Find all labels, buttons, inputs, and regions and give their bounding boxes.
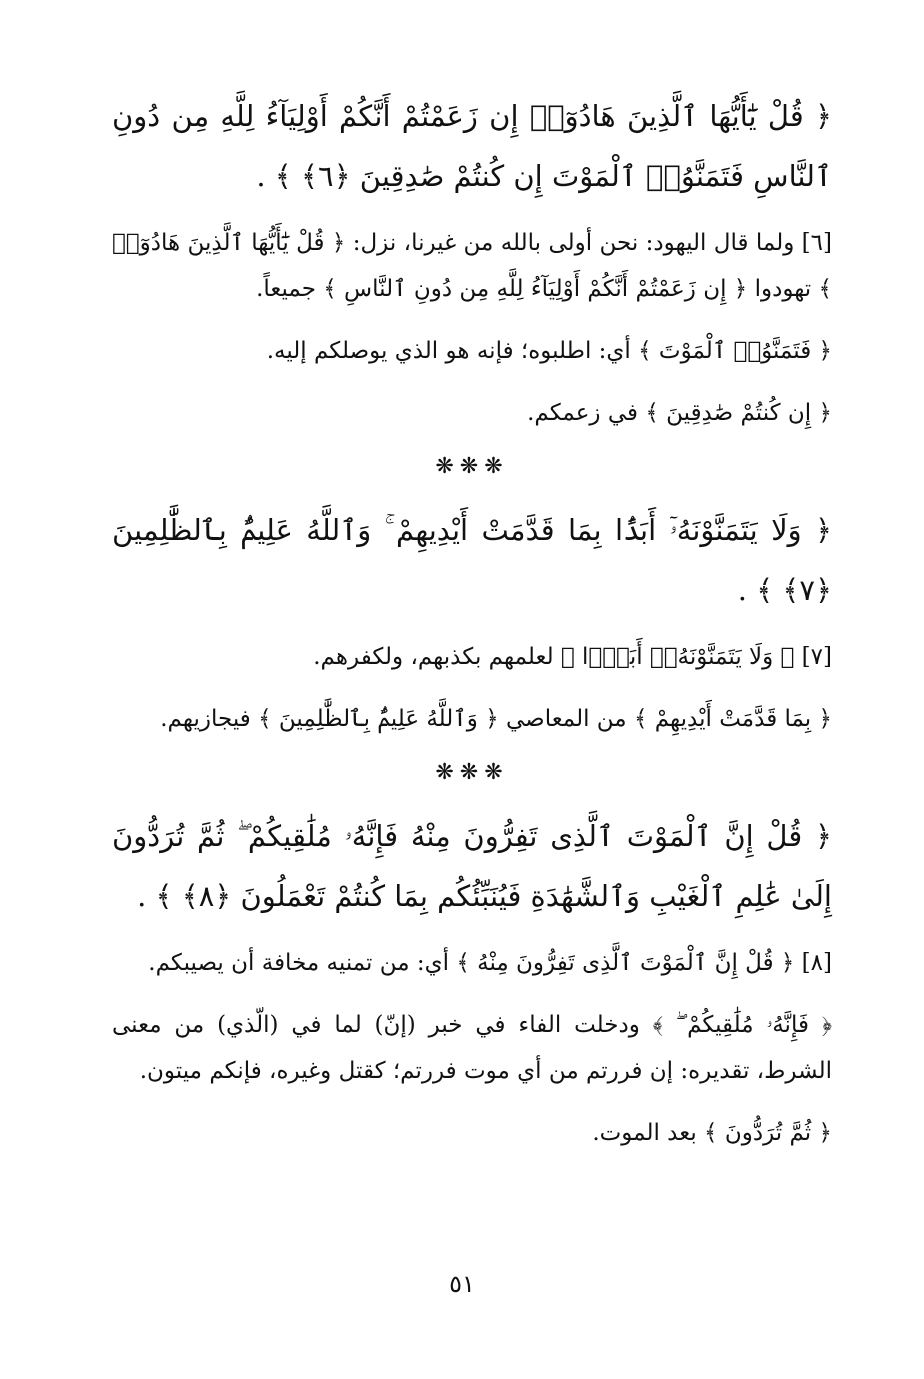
tafsir-verse-7-deeds: ﴿ بِمَا قَدَّمَتْ أَيْدِيهِمْ ﴾ من المعاصي ﴿ وَٱللَّهُ عَلِيمٌۢ بِٱلظَّٰلِمِينَ ﴾ فيجازيهم. (160, 706, 832, 732)
tafsir-verse-6: [٦] ولما قال اليهود: نحن أولى بالله من غيرنا، نزل: ﴿ قُلْ يَٰٓأَيُّهَا ٱلَّذِينَ هَادُوٓا۟ ﴾ تهودوا ﴿ إِن زَعَمْتُمْ أَنَّكُمْ أَوْلِيَآءُ لِلَّهِ مِن دُونِ ٱلنَّاسِ ﴾ جميعاً. (112, 230, 832, 302)
tafsir-verse-8: [٨] ﴿ قُلْ إِنَّ ٱلْمَوْتَ ٱلَّذِى تَفِرُّونَ مِنْهُ ﴾ أي: من تمنيه مخافة أن يصيبكم. (148, 950, 832, 976)
tafsir-verse-8-return: ﴿ ثُمَّ تُرَدُّونَ ﴾ بعد الموت. (592, 1120, 832, 1146)
quran-verse-6: ﴿ قُلْ يَٰٓأَيُّهَا ٱلَّذِينَ هَادُوٓا۟ إِن زَعَمْتُمْ أَنَّكُمْ أَوْلِيَآءُ لِلَّهِ مِن دُونِ ٱلنَّاسِ فَتَمَنَّوُا۟ ٱلْمَوْتَ إِن كُنتُمْ صَٰدِقِينَ ﴿٦﴾ ﴾ . (112, 99, 832, 193)
quran-verse-7: ﴿ وَلَا يَتَمَنَّوْنَهُۥٓ أَبَدًۢا بِمَا قَدَّمَتْ أَيْدِيهِمْ ۚ وَٱللَّهُ عَلِيمٌۢ بِٱلظَّٰلِمِينَ ﴿٧﴾ ﴾ . (112, 513, 832, 607)
section-divider-stars: ❋❋❋ (435, 454, 509, 479)
page-number: ٥١ (449, 1270, 475, 1298)
section-divider-stars: ❋❋❋ (435, 760, 509, 785)
tafsir-verse-7: [٧] ﴿ وَلَا يَتَمَنَّوْنَهُۥٓ أَبَدًۢا ﴾ لعلمهم بكذبهم، ولكفرهم. (313, 644, 832, 670)
tafsir-verse-8-meeting: ﴿ فَإِنَّهُۥ مُلَٰقِيكُمْ ۖ ﴾ ودخلت الفاء في خبر (إنّ) لما في (الّذي) من معنى الشرط، تقديره: إن فررتم من أي موت فررتم؛ كقتل وغيره، فإنكم ميتون. (112, 1012, 832, 1084)
tafsir-verse-6-wish-death: ﴿ فَتَمَنَّوُا۟ ٱلْمَوْتَ ﴾ أي: اطلبوه؛ فإنه هو الذي يوصلكم إليه. (266, 338, 832, 364)
page-body (112, 86, 832, 1172)
tafsir-verse-6-if-truthful: ﴿ إِن كُنتُمْ صَٰدِقِينَ ﴾ في زعمكم. (527, 400, 832, 426)
quran-verse-8: ﴿ قُلْ إِنَّ ٱلْمَوْتَ ٱلَّذِى تَفِرُّونَ مِنْهُ فَإِنَّهُۥ مُلَٰقِيكُمْ ۖ ثُمَّ تُرَدُّونَ إِلَىٰ عَٰلِمِ ٱلْغَيْبِ وَٱلشَّهَٰدَةِ فَيُنَبِّئُكُم بِمَا كُنتُمْ تَعْمَلُونَ ﴿٨﴾ ﴾ . (112, 819, 832, 913)
